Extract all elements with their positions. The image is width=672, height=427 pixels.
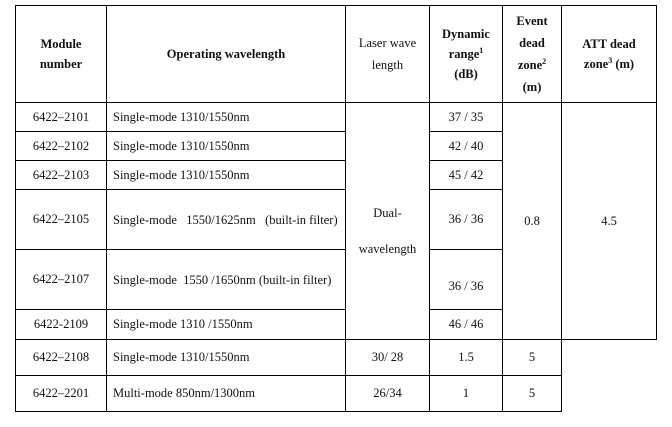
header-event-dead-zone	[503, 6, 562, 103]
dynamic-range-cell: 42 / 40	[430, 132, 503, 161]
module-number-cell: 6422–2108	[16, 340, 107, 376]
dynamic-range-cell: 36 / 36	[430, 190, 503, 250]
header-dynamic-range	[430, 6, 503, 103]
module-number-cell: 6422–2201	[16, 376, 107, 412]
header-dynamic-unit: (dB)	[454, 67, 478, 81]
wavelength-cell: Single-mode 1310 /1550nm	[107, 310, 346, 340]
table-row	[16, 340, 657, 376]
module-number-cell: 6422–2103	[16, 161, 107, 190]
att-dead-zone-cell: 5	[503, 340, 562, 376]
header-dynamic-label: Dynamic range	[442, 27, 490, 61]
dynamic-range-cell: 46 / 46	[430, 310, 503, 340]
module-number-cell: 6422–2107	[16, 250, 107, 310]
header-att-unit: (m)	[615, 57, 635, 71]
event-dead-zone-cell: 1	[430, 376, 503, 412]
dynamic-range-cell: 36 / 36	[430, 250, 503, 310]
wavelength-cell: Multi-mode 850nm/1300nm	[107, 376, 346, 412]
header-event-label: Event dead zone	[516, 14, 548, 72]
module-number-cell: 6422–2101	[16, 103, 107, 132]
header-att-footnote: 3	[608, 55, 613, 65]
event-dead-zone-cell: 1.5	[430, 340, 503, 376]
wavelength-cell: Single-mode 1550/1625nm (built-in filter)	[107, 190, 346, 250]
module-number-cell: 6422-2109	[16, 310, 107, 340]
wavelength-cell: Single-mode 1310/1550nm	[107, 132, 346, 161]
header-operating-wavelength: Operating wavelength	[107, 6, 346, 103]
dynamic-range-cell: 30/ 28	[346, 340, 430, 376]
att-dead-zone-cell: 5	[503, 376, 562, 412]
wavelength-cell: Single-mode 1550 /1650nm (built-in filter)	[107, 250, 346, 310]
wavelength-cell: Single-mode 1310/1550nm	[107, 103, 346, 132]
laser-merged-cell: Dual-wavelength	[346, 103, 430, 340]
header-row	[16, 6, 657, 103]
att-merged-cell: 4.5	[562, 103, 657, 340]
table-row	[16, 376, 657, 412]
module-number-cell: 6422–2105	[16, 190, 107, 250]
header-dynamic-footnote: 1	[479, 45, 484, 55]
header-att-label: ATT dead zone	[582, 37, 636, 71]
header-att-dead-zone	[562, 6, 657, 103]
wavelength-cell: Single-mode 1310/1550nm	[107, 340, 346, 376]
header-laser-wavelength: Laser wave length	[346, 6, 430, 103]
header-event-footnote: 2	[542, 56, 547, 66]
module-number-cell: 6422–2102	[16, 132, 107, 161]
wavelength-cell: Single-mode 1310/1550nm	[107, 161, 346, 190]
spec-table	[15, 5, 657, 412]
dynamic-range-cell: 37 / 35	[430, 103, 503, 132]
event-merged-cell: 0.8	[503, 103, 562, 340]
table-row	[16, 103, 657, 132]
header-event-unit: (m)	[522, 80, 542, 94]
dynamic-range-cell: 45 / 42	[430, 161, 503, 190]
dynamic-range-cell: 26/34	[346, 376, 430, 412]
header-module-number: Module number	[16, 6, 107, 103]
